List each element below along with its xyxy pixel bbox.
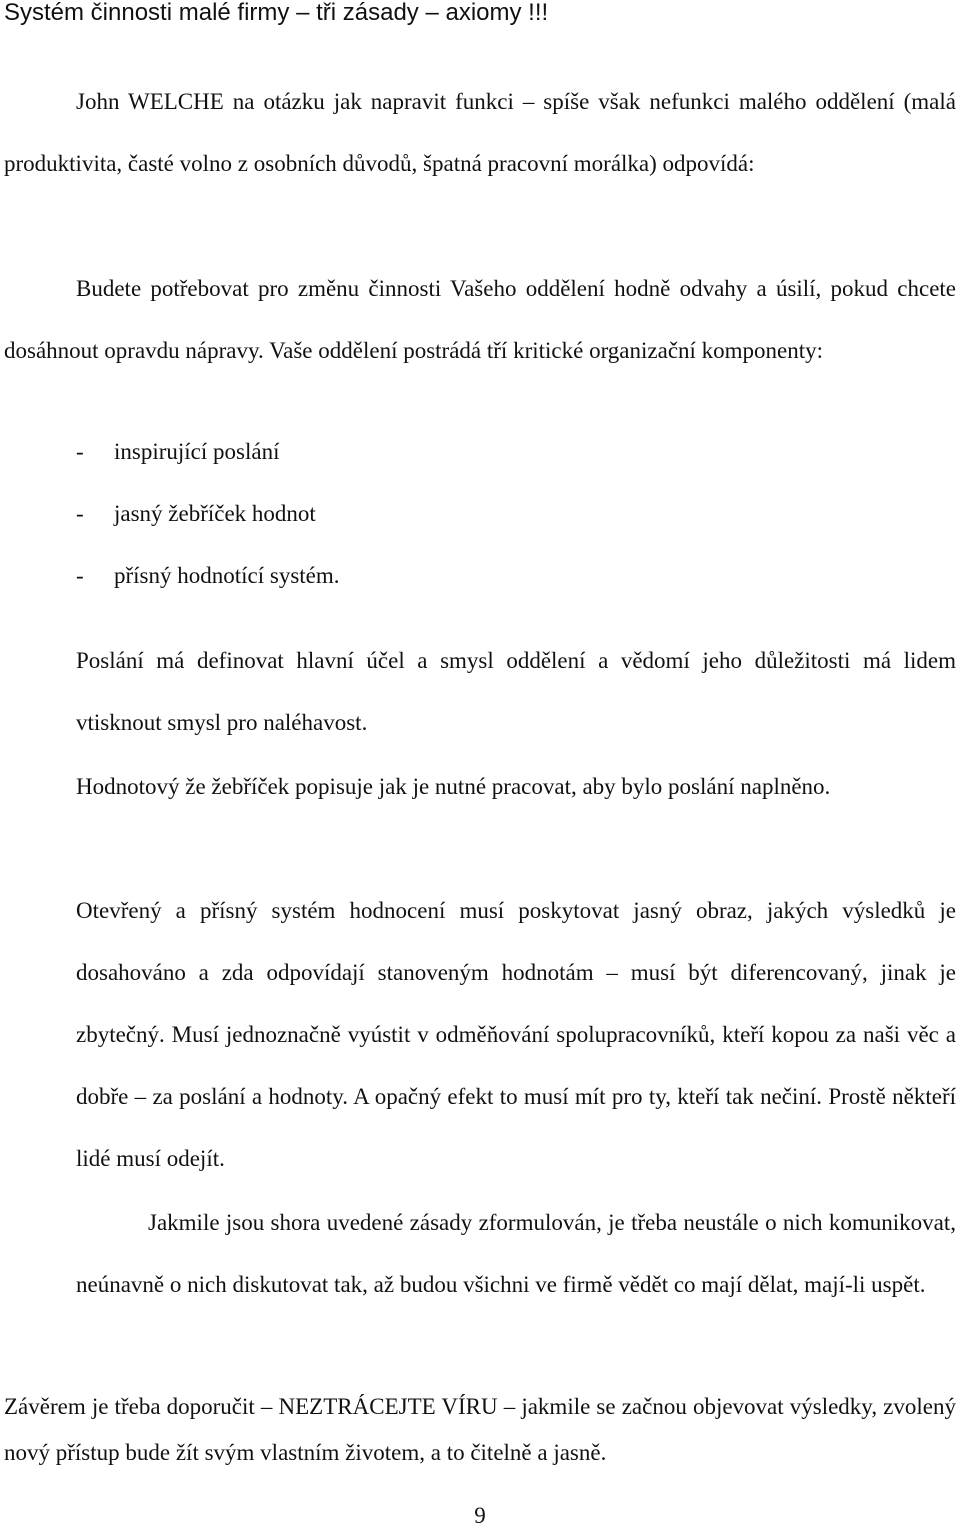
- list-item-text: přísný hodnotící systém.: [114, 563, 340, 588]
- list-dash: -: [76, 439, 84, 464]
- section-heading: Systém činnosti malé firmy – tři zásady – axiomy !!!: [4, 0, 549, 26]
- page-number: 9: [474, 1503, 486, 1528]
- list-item: [76, 483, 340, 545]
- list-dash: -: [76, 501, 84, 526]
- evaluation-system-paragraph: Otevřený a přísný systém hodnocení musí poskytovat jasný obraz, jakých výsledků je dosahováno a zda odpovídají stanoveným hodnotám – musí být diferencovaný, jinak je zbytečný. Musí jednoznačně vyústit v odměňování spolupracovníků, kteří kopou za naši věc a dobře – za poslání a hodnoty. A opačný efekt to musí mít pro ty, kteří tak nečiní. Prostě někteří lidé musí odejít.: [76, 898, 956, 1171]
- list-item: [76, 421, 340, 483]
- list-item: [76, 545, 340, 607]
- components-list: [76, 421, 340, 607]
- mission-paragraph: Poslání má definovat hlavní účel a smysl oddělení a vědomí jeho důležitosti má lidem vtisknout smysl pro naléhavost.: [76, 648, 956, 735]
- conclusion-paragraph: Závěrem je třeba doporučit – NEZTRÁCEJTE VÍRU – jakmile se začnou objevovat výsledky, zvolený nový přístup bude žít svým vlastním životem, a to čitelně a jasně.: [4, 1394, 956, 1465]
- answer-paragraph: Budete potřebovat pro změnu činnosti Vašeho oddělení hodně odvahy a úsilí, pokud chcete dosáhnout opravdu nápravy. Vaše oddělení postrádá tří kritické organizační komponenty:: [4, 276, 956, 363]
- intro-paragraph: John WELCHE na otázku jak napravit funkci – spíše však nefunkci malého oddělení (malá produktivita, časté volno z osobních důvodů, špatná pracovní morálka) odpovídá:: [4, 89, 956, 176]
- list-item-text: inspirující poslání: [114, 439, 280, 464]
- communication-paragraph: Jakmile jsou shora uvedené zásady zformulován, je třeba neustále o nich komunikovat, neúnavně o nich diskutovat tak, až budou všichni ve firmě vědět co mají dělat, mají-li uspět.: [76, 1210, 956, 1297]
- list-dash: -: [76, 563, 84, 588]
- values-paragraph: Hodnotový že žebříček popisuje jak je nutné pracovat, aby bylo poslání naplněno.: [76, 774, 831, 799]
- list-item-text: jasný žebříček hodnot: [114, 501, 316, 526]
